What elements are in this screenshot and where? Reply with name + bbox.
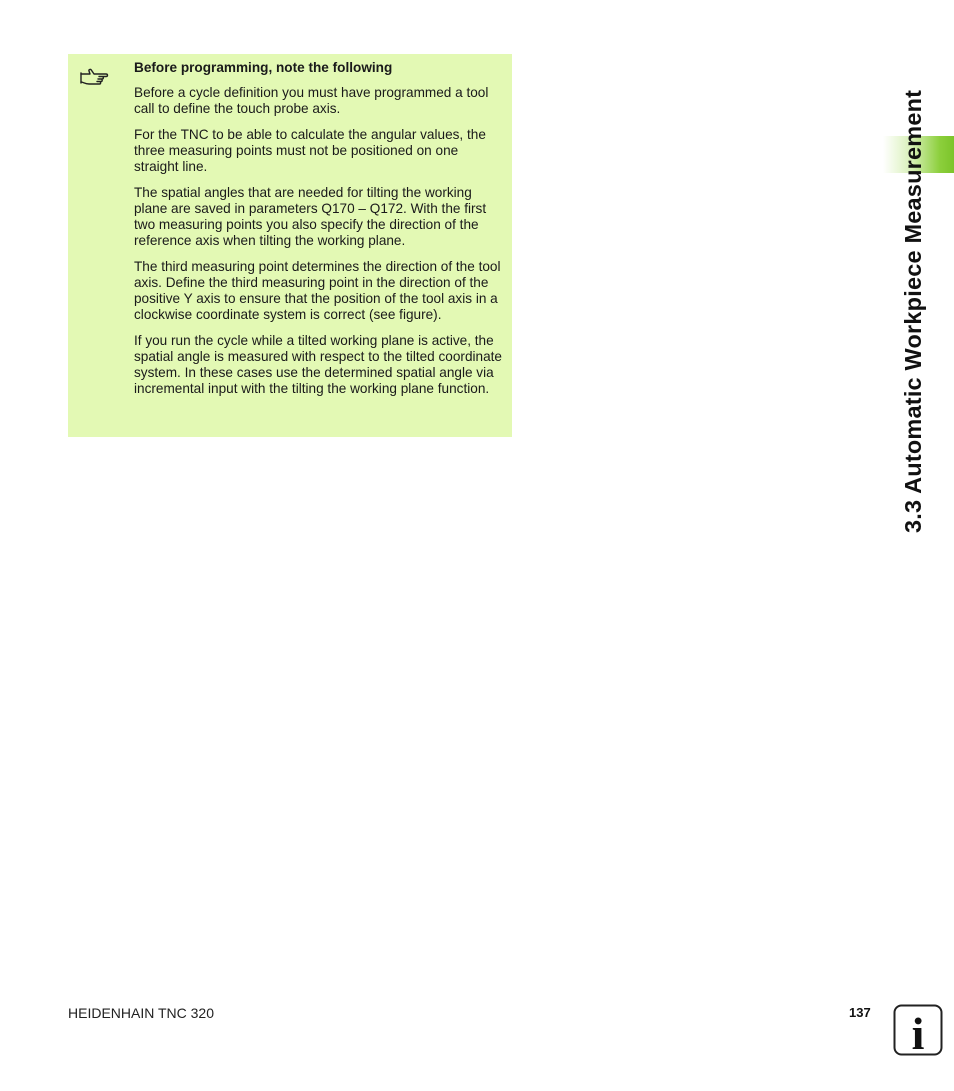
page-number: 137 (849, 1005, 871, 1020)
note-heading: Before programming, note the following (134, 60, 393, 75)
info-icon (893, 1004, 943, 1056)
info-letter: i (911, 1008, 925, 1056)
note-paragraph-1: Before a cycle definition you must have programmed a tool call to define the touch probe axis. (134, 85, 489, 116)
note-paragraph-3: The spatial angles that are needed for tilting the working plane are saved in parameters Q170 – Q172. With the first two measuring points you also specify the direction of the reference axis when tilting the working plane. (134, 185, 487, 248)
note-content (134, 60, 504, 407)
note-paragraph-4: The third measuring point determines the direction of the tool axis. Define the third measuring point in the direction of the positive Y axis to ensure that the position of the tool axis in a clockwise coordinate system is correct (see figure). (134, 259, 501, 322)
note-paragraph-2: For the TNC to be able to calculate the angular values, the three measuring points must not be positioned on one straight line. (134, 127, 486, 174)
pointing-hand-icon (78, 65, 110, 89)
note-box (68, 54, 512, 437)
section-title: 3.3 Automatic Workpiece Measurement (900, 89, 926, 533)
footer-product-name: HEIDENHAIN TNC 320 (68, 1005, 215, 1021)
note-paragraph-5: If you run the cycle while a tilted working plane is active, the spatial angle is measured with respect to the tilted coordinate system. In these cases use the determined spatial angle via incremental input with the tilting the working plane function. (134, 333, 502, 396)
